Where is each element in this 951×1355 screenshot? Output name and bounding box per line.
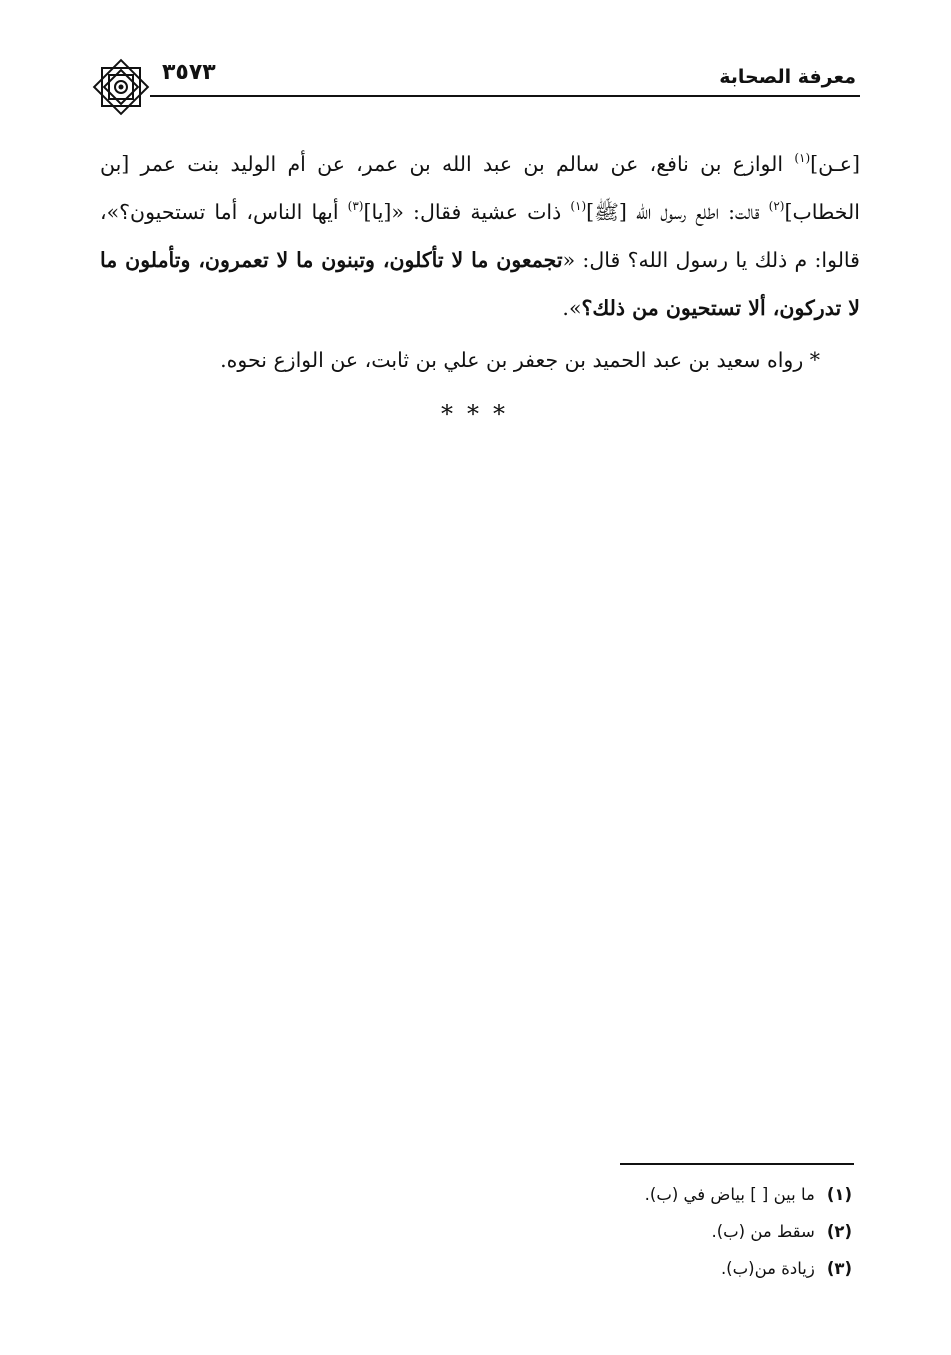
footnote-item — [500, 1176, 852, 1213]
section-separator: *** — [441, 400, 519, 428]
running-title: معرفة الصحابة — [719, 66, 856, 88]
footnote-marker: (١) — [794, 151, 811, 165]
hadith-text — [100, 140, 860, 332]
hadith-segment: ذات عشية فقال: «[يا] — [363, 200, 571, 224]
hadith-paragraph — [100, 140, 860, 332]
octagram-ornament-icon — [90, 56, 152, 118]
footnote-text: سقط من (ب). — [711, 1222, 815, 1241]
footnote-text: زيادة من(ب). — [720, 1259, 815, 1278]
footnote-item — [500, 1250, 852, 1287]
footnote-number: (٣) — [826, 1259, 852, 1278]
hadith-segment: قالت: اطلع رسول الله [ﷺ] — [586, 200, 769, 224]
hadith-segment: [عـن] — [810, 152, 860, 176]
footnote-number: (١) — [826, 1185, 852, 1204]
footnote-rule — [620, 1163, 854, 1165]
page-header — [90, 56, 860, 112]
header-rule — [150, 95, 860, 97]
hadith-segment: أيها الناس، أما تستحيون؟»، قالوا: م ذلك يا رسول الله؟ قال: « — [100, 200, 860, 272]
footnote-marker: (١) — [570, 199, 587, 213]
prophetic-saying: تجمعون ما لا تأكلون، وتبنون ما لا تعمرون، وتأملون ما لا تدركون، ألا تستحيون من ذلك؟ — [100, 248, 860, 320]
footnote-text: ما بين [ ] بياض في (ب). — [644, 1185, 815, 1204]
page-number: ٣٥٧٣ — [162, 60, 216, 85]
footnote-item — [500, 1213, 852, 1250]
hadith-segment: ». — [562, 296, 582, 320]
footnote-number: (٢) — [826, 1222, 852, 1241]
hadith-segment: الوازع بن نافع، عن سالم بن عبد الله بن عمر، عن أم الوليد بنت عمر [بن الخطاب] — [100, 152, 860, 224]
footnote-marker: (٣) — [347, 199, 364, 213]
footnotes — [500, 1176, 852, 1287]
footnote-marker: (٢) — [768, 199, 785, 213]
narration-note: * رواه سعيد بن عبد الحميد بن جعفر بن علي بن ثابت، عن الوازع نحوه. — [220, 348, 820, 372]
